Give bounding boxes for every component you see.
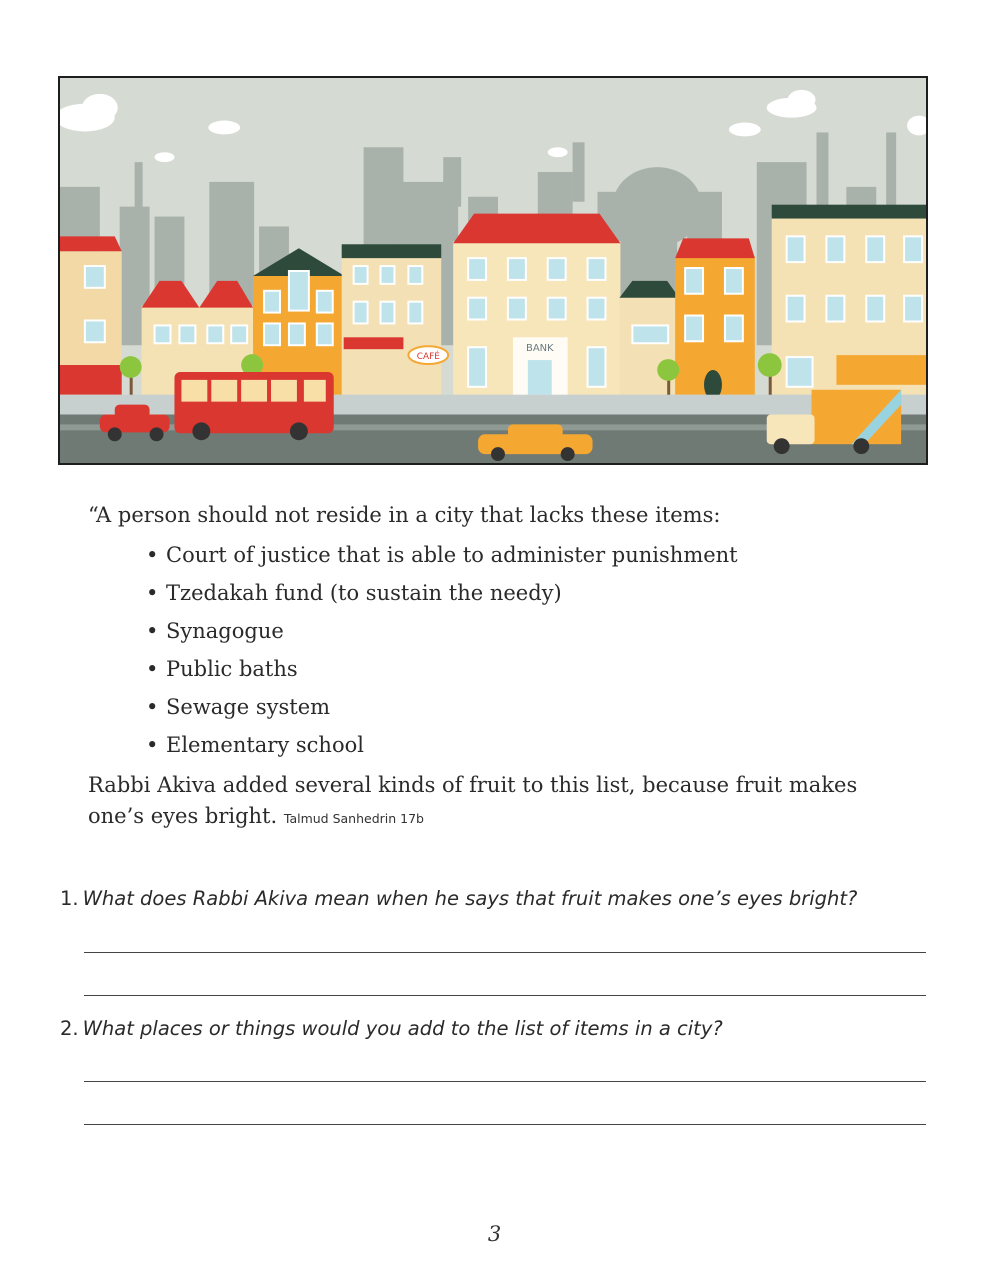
question-text: What does Rabbi Akiva mean when he says that fruit makes one’s eyes bright? <box>82 887 858 910</box>
list-item: • Elementary school <box>166 726 888 764</box>
city-street-icon <box>60 78 926 463</box>
question-1 <box>60 887 857 910</box>
quote-source: Talmud Sanhedrin 17b <box>283 811 424 826</box>
quote-closing <box>88 770 888 834</box>
answer-line[interactable] <box>84 995 926 996</box>
list-item: • Court of justice that is able to administer punishment <box>166 536 888 574</box>
question-number: 1. <box>60 887 79 910</box>
question-2 <box>60 1017 723 1040</box>
bank-sign: BANK <box>526 343 554 355</box>
talmud-quote <box>88 500 888 834</box>
closing-text: Rabbi Akiva added several kinds of fruit to this list, because fruit makes one’s eyes bright. <box>88 773 858 828</box>
cafe-sign: CAFÉ <box>416 352 440 363</box>
list-item: • Sewage system <box>166 688 888 726</box>
list-item: • Public baths <box>166 650 888 688</box>
answer-line[interactable] <box>84 952 926 953</box>
list-item: • Tzedakah fund (to sustain the needy) <box>166 574 888 612</box>
answer-line[interactable] <box>84 1081 926 1082</box>
city-requirements-list <box>88 536 888 764</box>
quote-intro: “A person should not reside in a city that lacks these items: <box>88 503 721 527</box>
question-number: 2. <box>60 1017 79 1040</box>
page-number: 3 <box>487 1222 502 1246</box>
answer-line[interactable] <box>84 1124 926 1125</box>
question-text: What places or things would you add to the list of items in a city? <box>82 1017 723 1040</box>
list-item: • Synagogue <box>166 612 888 650</box>
city-street-illustration <box>58 76 928 465</box>
